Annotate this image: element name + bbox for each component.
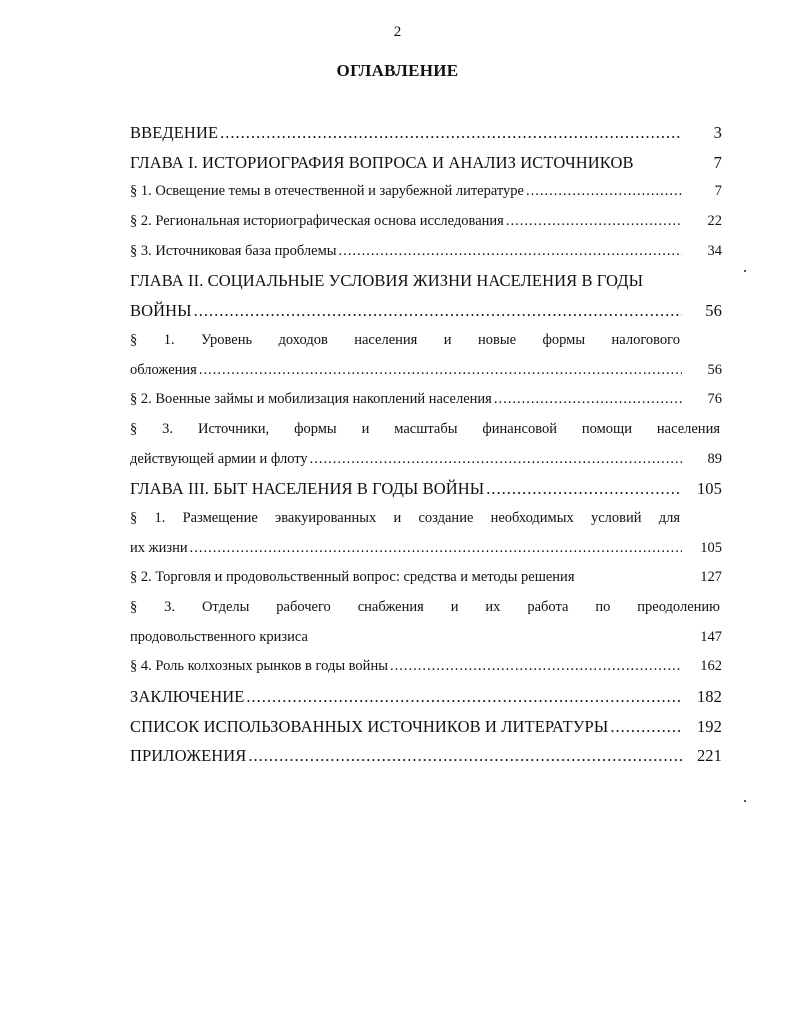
toc-entry-title: § 2. Военные займы и мобилизация накоплений населения .....	[130, 385, 682, 415]
toc-entry-chapter-3[interactable]	[130, 474, 722, 504]
toc-page-number: 162	[700, 658, 722, 675]
toc-entry-title: § 2. Торговля и продовольственный вопрос: средства и методы решения	[130, 569, 575, 586]
toc-entry-chapter-2-line1[interactable]	[130, 266, 722, 296]
toc-entry-title-continued: их жизни .....	[130, 534, 682, 564]
toc-entry-title-continued: ВОЙНЫ .....	[130, 296, 682, 326]
table-of-contents	[130, 118, 722, 771]
toc-page-number: 56	[705, 301, 722, 321]
toc-entry-section-3-3-line1[interactable]	[130, 593, 722, 623]
toc-page-number: 76	[707, 391, 722, 408]
toc-page-number: 147	[700, 628, 722, 645]
toc-page-number: 221	[696, 746, 722, 766]
toc-entry-introduction[interactable]	[130, 118, 722, 148]
toc-entry-section-3-1-line1[interactable]	[130, 504, 722, 534]
toc-entry-title: § 1. Освещение темы в отечественной и зарубежной литературе .....	[130, 177, 682, 207]
toc-entry-title: § 3. Источниковая база проблемы .....	[130, 237, 682, 267]
page-number: 2	[393, 24, 402, 40]
toc-entry-title: СПИСОК ИСПОЛЬЗОВАННЫХ ИСТОЧНИКОВ И ЛИТЕРАТУРЫ .....	[130, 712, 682, 742]
toc-page-number: 22	[707, 213, 722, 230]
toc-entry-title-continued: действующей армии и флоту .....	[130, 445, 682, 475]
toc-entry-title: ВВЕДЕНИЕ .....	[130, 118, 682, 148]
toc-page-number: 192	[696, 716, 722, 736]
toc-page-number: 7	[713, 152, 722, 172]
toc-page-number: 105	[696, 479, 722, 499]
toc-entry-chapter-2-line2[interactable]	[130, 296, 722, 326]
toc-entry-title: § 2. Региональная историографическая основа исследования .....	[130, 207, 682, 237]
toc-entry-title: ГЛАВА I. ИСТОРИОГРАФИЯ ВОПРОСА И АНАЛИЗ ИСТОЧНИКОВ	[130, 152, 634, 172]
toc-page-number: 56	[707, 361, 722, 378]
toc-page-number: 127	[700, 569, 722, 586]
toc-entry-title: ПРИЛОЖЕНИЯ .....	[130, 741, 682, 771]
toc-entry-title: § 1. Уровень доходов населения и новые формы налогового	[130, 331, 680, 348]
toc-entry-conclusion[interactable]	[130, 682, 722, 712]
toc-entry-section-3-1-line2[interactable]	[130, 534, 722, 564]
page-title: ОГЛАВЛЕНИЕ	[336, 61, 459, 80]
toc-entry-section-3-2[interactable]	[130, 563, 722, 593]
toc-page-number: 7	[714, 183, 722, 200]
toc-entry-section-3-3-line2[interactable]	[130, 623, 722, 653]
toc-entry-bibliography[interactable]	[130, 712, 722, 742]
scan-speck	[744, 270, 746, 272]
toc-entry-section-2-1-line1[interactable]	[130, 326, 722, 356]
toc-entry-title: § 3. Отделы рабочего снабжения и их работа по преодолению	[130, 599, 720, 615]
toc-entry-section-2-2[interactable]	[130, 385, 722, 415]
toc-page-number: 34	[707, 242, 722, 259]
toc-page-number: 89	[707, 450, 722, 467]
toc-entry-title: § 3. Источники, формы и масштабы финансовой помощи населения	[130, 420, 720, 437]
toc-entry-title-continued: обложения .....	[130, 356, 682, 386]
toc-entry-title-continued: продовольственного кризиса	[130, 628, 308, 645]
toc-entry-chapter-1[interactable]	[130, 148, 722, 178]
toc-page-number: 3	[713, 123, 722, 142]
toc-entry-appendices[interactable]	[130, 741, 722, 771]
toc-entry-section-1-2[interactable]	[130, 207, 722, 237]
toc-entry-title: § 4. Роль колхозных рынков в годы войны .....	[130, 652, 682, 682]
scan-speck	[744, 800, 746, 802]
toc-entry-title: ГЛАВА III. БЫТ НАСЕЛЕНИЯ В ГОДЫ ВОЙНЫ .....	[130, 474, 682, 504]
toc-entry-title: ГЛАВА II. СОЦИАЛЬНЫЕ УСЛОВИЯ ЖИЗНИ НАСЕЛЕНИЯ В ГОДЫ	[130, 271, 644, 291]
toc-entry-section-2-1-line2[interactable]	[130, 356, 722, 386]
toc-page-number: 182	[696, 687, 722, 707]
toc-entry-section-2-3-line1[interactable]	[130, 415, 722, 445]
toc-entry-title: ЗАКЛЮЧЕНИЕ .....	[130, 682, 682, 712]
toc-entry-section-3-4[interactable]	[130, 652, 722, 682]
toc-entry-title: § 1. Размещение эвакуированных и создание необходимых условий для	[130, 509, 680, 526]
toc-entry-section-2-3-line2[interactable]	[130, 445, 722, 475]
toc-entry-section-1-1[interactable]	[130, 177, 722, 207]
toc-page-number: 105	[700, 539, 722, 556]
toc-entry-section-1-3[interactable]	[130, 237, 722, 267]
